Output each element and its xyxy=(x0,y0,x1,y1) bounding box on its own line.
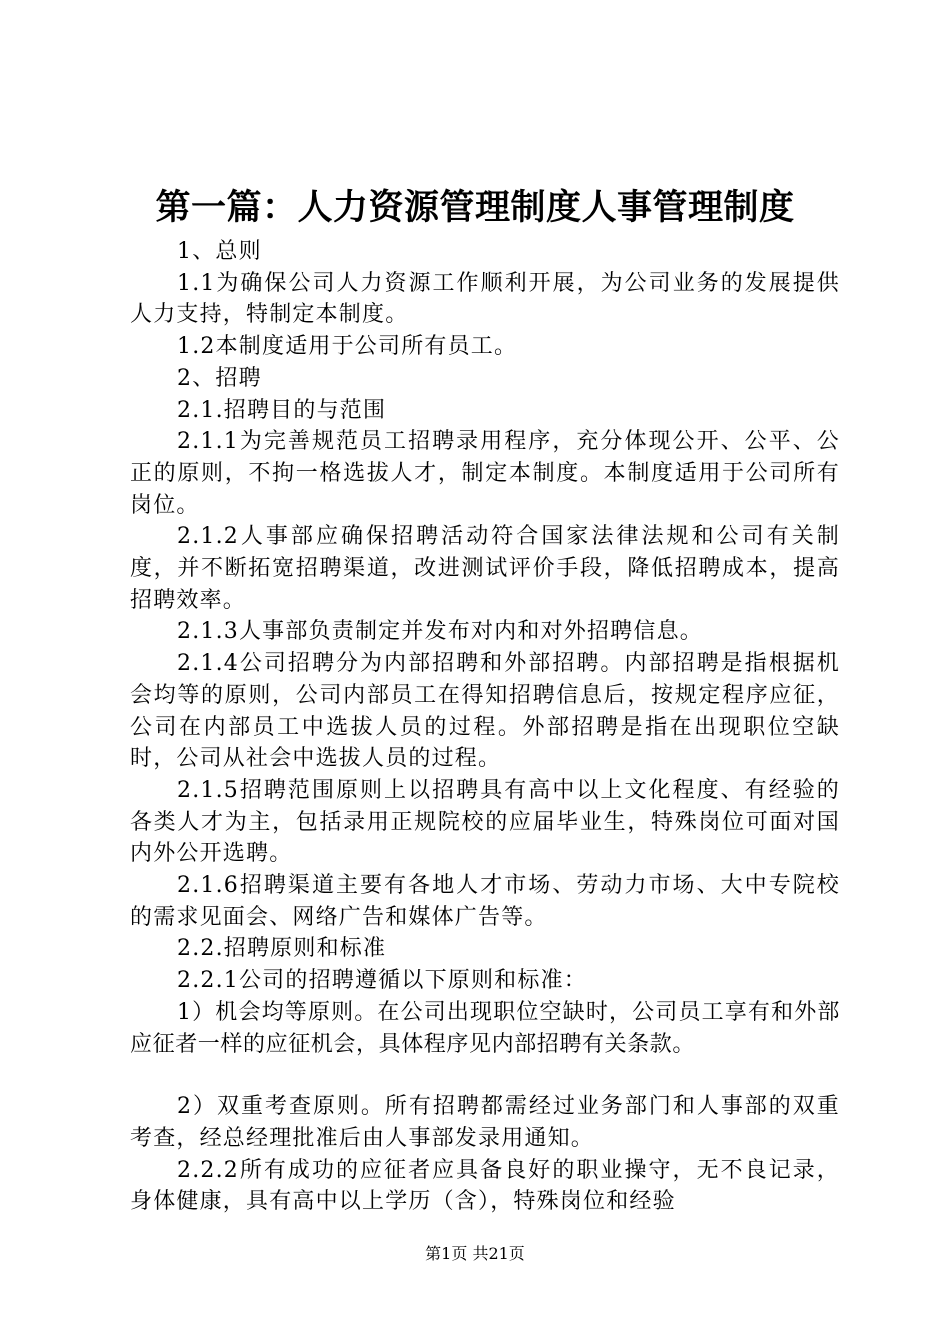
paragraph-2-1-3: 2.1.3人事部负责制定并发布对内和对外招聘信息。 xyxy=(177,619,703,645)
page-footer: 第1页 共21页 xyxy=(425,1244,525,1263)
paragraph-2-1-6: 2.1.6招聘渠道主要有各地人才市场、劳动力市场、大中专院校的需求见面会、网络广告和媒体广告等。 xyxy=(130,873,840,930)
subheading-2-1: 2.1.招聘目的与范围 xyxy=(177,397,387,423)
paragraph-2-1-5: 2.1.5招聘范围原则上以招聘具有高中以上文化程度、有经验的各类人才为主，包括录用正规院校的应届毕业生，特殊岗位可面对国内外公开选聘。 xyxy=(130,777,840,867)
paragraph-2-2-1: 2.2.1公司的招聘遵循以下原则和标准： xyxy=(177,968,587,994)
paragraph-2-1-2: 2.1.2人事部应确保招聘活动符合国家法律法规和公司有关制度，并不断拓宽招聘渠道，改进测试评价手段，降低招聘成本，提高招聘效率。 xyxy=(130,524,840,613)
section-heading-general: 1、总则 xyxy=(177,239,262,264)
paragraph-2-1-1: 2.1.1为完善规范员工招聘录用程序，充分体现公开、公平、公正的原则，不拘一格选拔人才，制定本制度。本制度适用于公司所有岗位。 xyxy=(130,429,840,518)
paragraph-spacer xyxy=(130,1060,840,1091)
document-title: 第一篇：人力资源管理制度人事管理制度 xyxy=(155,188,795,228)
principle-dual-review: 2）双重考查原则。所有招聘都需经过业务部门和人事部的双重考查，经总经理批准后由人事部发录用通知。 xyxy=(130,1094,840,1151)
subheading-2-2: 2.2.招聘原则和标准 xyxy=(177,936,387,962)
principle-equal-opportunity: 1）机会均等原则。在公司出现职位空缺时，公司员工享有和外部应征者一样的应征机会，具体程序见内部招聘有关条款。 xyxy=(130,999,840,1057)
paragraph-2-2-2: 2.2.2所有成功的应征者应具备良好的职业操守，无不良记录，身体健康，具有高中以上学历（含），特殊岗位和经验 xyxy=(130,1157,840,1215)
paragraph-1-1: 1.1为确保公司人力资源工作顺利开展，为公司业务的发展提供人力支持，特制定本制度。 xyxy=(130,270,840,328)
document-body xyxy=(130,236,840,1218)
paragraph-2-1-4: 2.1.4公司招聘分为内部招聘和外部招聘。内部招聘是指根据机会均等的原则，公司内部员工在得知招聘信息后，按规定程序应征，公司在内部员工中选拔人员的过程。外部招聘是指在出现职位空缺时，公司从社会中选拔人员的过程。 xyxy=(130,651,840,772)
paragraph-1-2: 1.2本制度适用于公司所有员工。 xyxy=(177,334,518,360)
section-heading-recruitment: 2、招聘 xyxy=(177,365,262,391)
